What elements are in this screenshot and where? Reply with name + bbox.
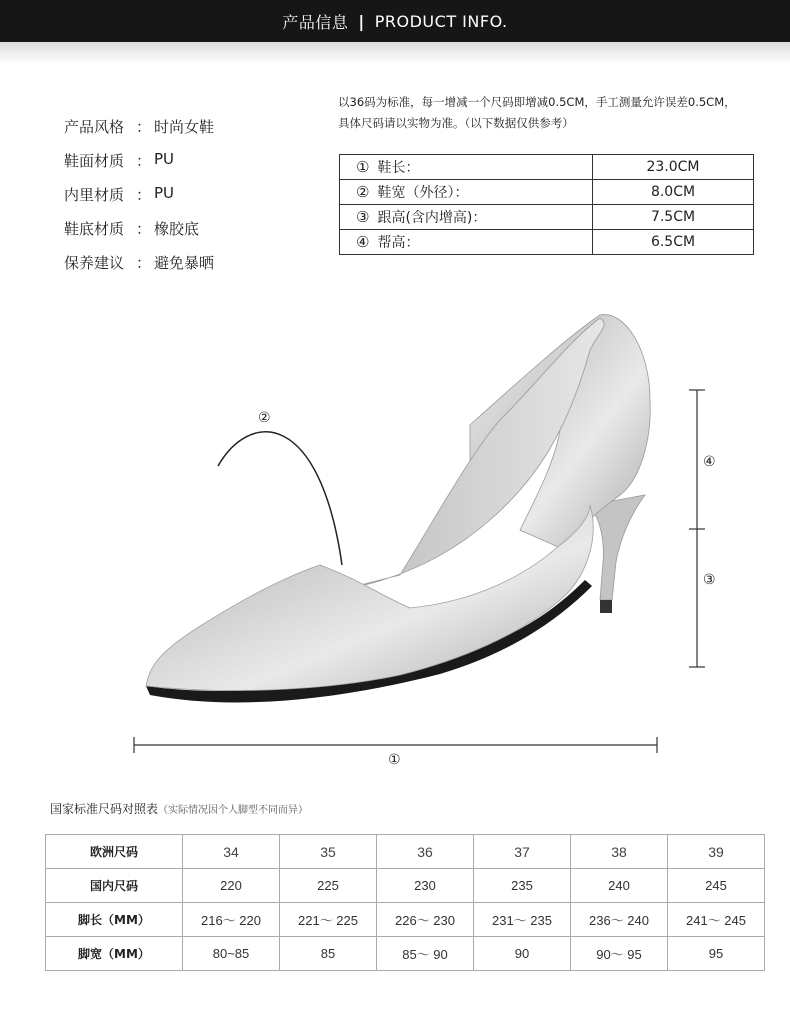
measurement-label: 帮高： <box>377 235 420 251</box>
measurement-key <box>340 205 593 230</box>
size-chart-subtitle: （实际情况因个人脚型不同而异） <box>158 805 309 816</box>
size-cell: 38 <box>571 835 668 869</box>
heel-tip <box>600 600 612 613</box>
size-row-foot-length <box>46 903 765 937</box>
attribute-value: 避免暴晒 <box>154 254 215 272</box>
attribute-row-sole-material <box>64 218 214 252</box>
measurement-label: 鞋宽（外径）： <box>377 185 469 201</box>
measurement-row <box>340 155 754 180</box>
header-separator: | <box>358 11 365 31</box>
size-cell: 220 <box>183 869 280 903</box>
size-cell: 95 <box>668 937 765 971</box>
attribute-colon: ： <box>136 220 152 238</box>
measurement-value: 23.0CM <box>593 155 754 180</box>
header-shadow <box>0 42 790 64</box>
size-cell: 34 <box>183 835 280 869</box>
size-chart-title <box>50 800 308 817</box>
length-marker: ① <box>388 752 401 768</box>
measurement-table <box>339 154 754 255</box>
size-cell: 236～ 240 <box>571 903 668 937</box>
measurement-number: ③ <box>356 208 370 226</box>
attribute-label: 产品风格 <box>64 118 125 136</box>
size-row-eu <box>46 835 765 869</box>
size-cell: 225 <box>280 869 377 903</box>
measurement-label: 鞋长： <box>377 160 420 176</box>
attribute-value: 时尚女鞋 <box>154 118 215 136</box>
measurement-key <box>340 180 593 205</box>
size-cell: 230 <box>377 869 474 903</box>
header-title-cn: 产品信息 <box>282 12 349 32</box>
measurement-number: ① <box>356 158 370 176</box>
size-row-cn <box>46 869 765 903</box>
attribute-label: 鞋面材质 <box>64 152 125 170</box>
size-cell: 80~85 <box>183 937 280 971</box>
attribute-value: PU <box>154 150 175 168</box>
size-cell: 216～ 220 <box>183 903 280 937</box>
measurement-number: ② <box>356 183 370 201</box>
size-cell: 39 <box>668 835 765 869</box>
size-cell: 245 <box>668 869 765 903</box>
attribute-value: PU <box>154 184 175 202</box>
size-row-header: 脚宽（MM） <box>46 937 183 971</box>
upper-height-marker: ④ <box>703 454 716 470</box>
note-line: 以36码为标准，每一增减一个尺码即增减0.5CM，手工测量允许误差0.5CM， <box>338 95 736 109</box>
attribute-colon: ： <box>136 186 152 204</box>
size-cell: 241～ 245 <box>668 903 765 937</box>
size-row-header: 欧洲尺码 <box>46 835 183 869</box>
width-arc <box>218 432 342 565</box>
width-marker: ② <box>258 410 271 426</box>
attribute-label: 内里材质 <box>64 186 125 204</box>
measurement-label: 跟高(含内增高)： <box>377 210 487 226</box>
size-cell: 90 <box>474 937 571 971</box>
size-cell: 221～ 225 <box>280 903 377 937</box>
attribute-colon: ： <box>136 152 152 170</box>
size-row-foot-width <box>46 937 765 971</box>
size-cell: 235 <box>474 869 571 903</box>
attribute-colon: ： <box>136 118 152 136</box>
size-cell: 37 <box>474 835 571 869</box>
size-cell: 226～ 230 <box>377 903 474 937</box>
size-cell: 35 <box>280 835 377 869</box>
header-title-en: PRODUCT INFO. <box>374 11 508 31</box>
size-cell: 231～ 235 <box>474 903 571 937</box>
attribute-label: 保养建议 <box>64 254 125 272</box>
measurement-row <box>340 205 754 230</box>
measurement-value: 7.5CM <box>593 205 754 230</box>
size-cell: 90～ 95 <box>571 937 668 971</box>
attribute-colon: ： <box>136 254 152 272</box>
measurement-number: ④ <box>356 233 370 251</box>
size-cell: 36 <box>377 835 474 869</box>
attribute-row-lining-material <box>64 184 214 218</box>
measurement-value: 8.0CM <box>593 180 754 205</box>
size-cell: 240 <box>571 869 668 903</box>
note-line: 具体尺码请以实物为准。（以下数据仅供参考） <box>338 116 574 130</box>
size-cell: 85～ 90 <box>377 937 474 971</box>
measurement-row <box>340 180 754 205</box>
page-header <box>0 0 790 42</box>
attribute-row-style <box>64 116 214 150</box>
measurement-key <box>340 155 593 180</box>
shoe-illustration <box>0 290 790 790</box>
size-cell: 85 <box>280 937 377 971</box>
product-attributes <box>64 116 214 286</box>
measurement-row <box>340 230 754 255</box>
shoe-diagram <box>0 290 790 790</box>
measurement-value: 6.5CM <box>593 230 754 255</box>
measurement-note <box>338 92 778 134</box>
size-row-header: 国内尺码 <box>46 869 183 903</box>
size-chart-title-text: 国家标准尺码对照表 <box>50 802 159 816</box>
attribute-row-care <box>64 252 214 286</box>
heel-height-marker: ③ <box>703 572 716 588</box>
size-row-header: 脚长（MM） <box>46 903 183 937</box>
measurement-key <box>340 230 593 255</box>
attribute-row-upper-material <box>64 150 214 184</box>
size-chart-table <box>45 834 765 971</box>
attribute-label: 鞋底材质 <box>64 220 125 238</box>
attribute-value: 橡胶底 <box>154 220 200 238</box>
